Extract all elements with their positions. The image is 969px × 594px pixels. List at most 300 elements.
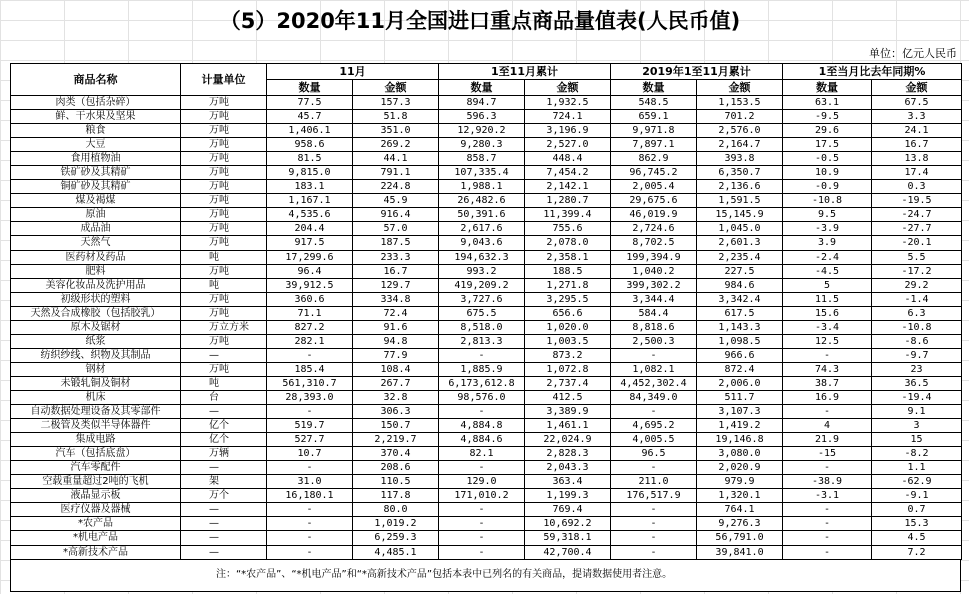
cell-nov-amount: 1,019.2 (353, 517, 439, 531)
header-qty: 数量 (439, 80, 525, 96)
cell-cum-qty: - (439, 348, 525, 362)
header-unit: 计量单位 (181, 64, 267, 96)
cell-cum-qty: 4,884.8 (439, 419, 525, 433)
table-row (11, 320, 962, 334)
cell-nov-amount: 916.4 (353, 208, 439, 222)
cell-unit: 万吨 (181, 362, 267, 376)
cell-name: 纸浆 (11, 334, 181, 348)
cell-cum-amount: 656.6 (525, 306, 611, 320)
cell-cum-qty: 993.2 (439, 264, 525, 278)
cell-cum-qty: 50,391.6 (439, 208, 525, 222)
cell-2019-amount: 6,350.7 (697, 166, 783, 180)
cell-2019-qty: 862.9 (611, 152, 697, 166)
cell-cum-amount: 2,737.4 (525, 376, 611, 390)
cell-yoy-qty: - (783, 348, 872, 362)
cell-nov-amount: 6,259.3 (353, 531, 439, 545)
cell-2019-qty: 46,019.9 (611, 208, 697, 222)
cell-name: 机床 (11, 390, 181, 404)
cell-2019-amount: 1,320.1 (697, 489, 783, 503)
cell-nov-qty: 519.7 (267, 419, 353, 433)
cell-yoy-qty: -9.5 (783, 110, 872, 124)
cell-yoy-amount: 9.1 (872, 405, 962, 419)
cell-unit: 吨 (181, 278, 267, 292)
table-row (11, 447, 962, 461)
header-row-group (11, 64, 962, 80)
cell-unit: 亿个 (181, 433, 267, 447)
cell-2019-amount: 2,136.6 (697, 180, 783, 194)
cell-2019-qty: - (611, 531, 697, 545)
table-body (11, 96, 962, 560)
cell-cum-qty: - (439, 517, 525, 531)
cell-name: 原油 (11, 208, 181, 222)
cell-yoy-amount: 7.2 (872, 545, 962, 560)
cell-yoy-amount: -62.9 (872, 475, 962, 489)
cell-2019-qty: 211.0 (611, 475, 697, 489)
header-qty: 数量 (783, 80, 872, 96)
cell-cum-amount: 1,461.1 (525, 419, 611, 433)
cell-unit: — (181, 405, 267, 419)
cell-nov-amount: 80.0 (353, 503, 439, 517)
cell-2019-qty: 399,302.2 (611, 278, 697, 292)
cell-2019-amount: 1,143.3 (697, 320, 783, 334)
cell-yoy-amount: -19.4 (872, 390, 962, 404)
cell-cum-amount: 3,389.9 (525, 405, 611, 419)
table-row (11, 292, 962, 306)
cell-nov-amount: 44.1 (353, 152, 439, 166)
cell-cum-amount: 1,280.7 (525, 194, 611, 208)
cell-nov-qty: 31.0 (267, 475, 353, 489)
cell-2019-amount: 15,145.9 (697, 208, 783, 222)
cell-cum-amount: 11,399.4 (525, 208, 611, 222)
cell-cum-qty: 2,617.6 (439, 222, 525, 236)
cell-unit: 吨 (181, 250, 267, 264)
cell-nov-amount: 129.7 (353, 278, 439, 292)
cell-yoy-qty: 16.9 (783, 390, 872, 404)
cell-name: 医疗仪器及器械 (11, 503, 181, 517)
cell-unit: 万吨 (181, 292, 267, 306)
cell-nov-amount: 187.5 (353, 236, 439, 250)
cell-2019-amount: 3,342.4 (697, 292, 783, 306)
cell-nov-qty: 71.1 (267, 306, 353, 320)
cell-yoy-amount: -20.1 (872, 236, 962, 250)
table-row (11, 166, 962, 180)
cell-yoy-amount: 3 (872, 419, 962, 433)
header-group-cum: 1至11月累计 (439, 64, 611, 80)
cell-cum-qty: 194,632.3 (439, 250, 525, 264)
cell-name: 液晶显示板 (11, 489, 181, 503)
cell-unit: 万吨 (181, 96, 267, 110)
cell-nov-qty: - (267, 405, 353, 419)
cell-2019-qty: 584.4 (611, 306, 697, 320)
cell-yoy-qty: 4 (783, 419, 872, 433)
cell-2019-amount: 2,020.9 (697, 461, 783, 475)
cell-2019-amount: 701.2 (697, 110, 783, 124)
cell-nov-qty: 39,912.5 (267, 278, 353, 292)
cell-nov-amount: 77.9 (353, 348, 439, 362)
cell-2019-amount: 39,841.0 (697, 545, 783, 560)
cell-yoy-amount: 0.7 (872, 503, 962, 517)
table-row (11, 390, 962, 404)
cell-2019-qty: 2,500.3 (611, 334, 697, 348)
cell-cum-amount: 2,078.0 (525, 236, 611, 250)
cell-cum-amount: 22,024.9 (525, 433, 611, 447)
cell-name: *机电产品 (11, 531, 181, 545)
cell-yoy-qty: 3.9 (783, 236, 872, 250)
cell-yoy-qty: 10.9 (783, 166, 872, 180)
cell-2019-amount: 56,791.0 (697, 531, 783, 545)
cell-yoy-amount: -10.8 (872, 320, 962, 334)
table-row (11, 489, 962, 503)
cell-yoy-qty: 9.5 (783, 208, 872, 222)
cell-name: 粮食 (11, 124, 181, 138)
cell-yoy-qty: - (783, 503, 872, 517)
cell-name: 空载重量超过2吨的飞机 (11, 475, 181, 489)
cell-2019-qty: 176,517.9 (611, 489, 697, 503)
cell-cum-qty: 596.3 (439, 110, 525, 124)
cell-cum-qty: 4,884.6 (439, 433, 525, 447)
unit-label: 单位：亿元人民币 (869, 47, 957, 60)
table-row (11, 517, 962, 531)
cell-unit: 万吨 (181, 194, 267, 208)
cell-name: 集成电路 (11, 433, 181, 447)
cell-name: 医药材及药品 (11, 250, 181, 264)
cell-cum-qty: 6,173,612.8 (439, 376, 525, 390)
cell-cum-qty: - (439, 405, 525, 419)
cell-2019-amount: 2,006.0 (697, 376, 783, 390)
cell-nov-qty: 917.5 (267, 236, 353, 250)
cell-unit: 亿个 (181, 419, 267, 433)
table-row (11, 250, 962, 264)
cell-2019-qty: 199,394.9 (611, 250, 697, 264)
cell-nov-qty: 185.4 (267, 362, 353, 376)
cell-2019-qty: - (611, 348, 697, 362)
cell-unit: — (181, 531, 267, 545)
cell-nov-amount: 57.0 (353, 222, 439, 236)
cell-name: 二极管及类似半导体器件 (11, 419, 181, 433)
cell-unit: 万吨 (181, 306, 267, 320)
cell-cum-qty: - (439, 503, 525, 517)
cell-nov-qty: 1,406.1 (267, 124, 353, 138)
cell-name: 肉类（包括杂碎） (11, 96, 181, 110)
cell-cum-amount: 769.4 (525, 503, 611, 517)
cell-yoy-qty: -3.9 (783, 222, 872, 236)
cell-yoy-amount: 16.7 (872, 138, 962, 152)
cell-yoy-qty: - (783, 531, 872, 545)
cell-cum-qty: 171,010.2 (439, 489, 525, 503)
cell-unit: 万立方米 (181, 320, 267, 334)
cell-yoy-qty: 29.6 (783, 124, 872, 138)
cell-yoy-amount: -17.2 (872, 264, 962, 278)
cell-name: 肥料 (11, 264, 181, 278)
cell-yoy-amount: 15 (872, 433, 962, 447)
cell-yoy-amount: 36.5 (872, 376, 962, 390)
cell-cum-amount: 1,072.8 (525, 362, 611, 376)
cell-name: 天然气 (11, 236, 181, 250)
cell-nov-amount: 267.7 (353, 376, 439, 390)
cell-unit: 万辆 (181, 447, 267, 461)
cell-cum-qty: 12,920.2 (439, 124, 525, 138)
cell-cum-amount: 363.4 (525, 475, 611, 489)
cell-name: 汽车零配件 (11, 461, 181, 475)
cell-2019-amount: 1,419.2 (697, 419, 783, 433)
cell-yoy-amount: 4.5 (872, 531, 962, 545)
cell-yoy-amount: -19.5 (872, 194, 962, 208)
cell-yoy-qty: -0.9 (783, 180, 872, 194)
cell-cum-qty: 26,482.6 (439, 194, 525, 208)
cell-yoy-amount: -27.7 (872, 222, 962, 236)
cell-yoy-amount: 6.3 (872, 306, 962, 320)
cell-cum-qty: 98,576.0 (439, 390, 525, 404)
table-row (11, 236, 962, 250)
cell-yoy-qty: -4.5 (783, 264, 872, 278)
table-row (11, 405, 962, 419)
cell-2019-qty: - (611, 405, 697, 419)
cell-yoy-qty: - (783, 545, 872, 560)
cell-2019-amount: 979.9 (697, 475, 783, 489)
cell-nov-amount: 351.0 (353, 124, 439, 138)
cell-cum-amount: 3,196.9 (525, 124, 611, 138)
cell-yoy-qty: 11.5 (783, 292, 872, 306)
cell-cum-amount: 724.1 (525, 110, 611, 124)
cell-cum-amount: 1,932.5 (525, 96, 611, 110)
cell-2019-amount: 227.5 (697, 264, 783, 278)
cell-2019-qty: - (611, 503, 697, 517)
cell-nov-qty: 827.2 (267, 320, 353, 334)
cell-unit: 万吨 (181, 208, 267, 222)
cell-yoy-qty: 21.9 (783, 433, 872, 447)
cell-2019-qty: 2,724.6 (611, 222, 697, 236)
table-row (11, 433, 962, 447)
cell-nov-amount: 117.8 (353, 489, 439, 503)
cell-name: 大豆 (11, 138, 181, 152)
cell-2019-qty: 4,005.5 (611, 433, 697, 447)
cell-name: 原木及锯材 (11, 320, 181, 334)
cell-nov-qty: 1,167.1 (267, 194, 353, 208)
cell-2019-amount: 511.7 (697, 390, 783, 404)
cell-cum-amount: 1,271.8 (525, 278, 611, 292)
cell-cum-amount: 10,692.2 (525, 517, 611, 531)
cell-yoy-amount: 29.2 (872, 278, 962, 292)
cell-nov-amount: 94.8 (353, 334, 439, 348)
cell-2019-amount: 1,098.5 (697, 334, 783, 348)
cell-cum-amount: 7,454.2 (525, 166, 611, 180)
cell-name: *高新技术产品 (11, 545, 181, 560)
cell-2019-qty: 9,971.8 (611, 124, 697, 138)
cell-2019-qty: 3,344.4 (611, 292, 697, 306)
header-group-yoy: 1至当月比去年同期% (783, 64, 962, 80)
header-name: 商品名称 (11, 64, 181, 96)
cell-cum-amount: 2,527.0 (525, 138, 611, 152)
cell-name: 美容化妆品及洗护用品 (11, 278, 181, 292)
cell-nov-qty: 16,180.1 (267, 489, 353, 503)
cell-name: 初级形状的塑料 (11, 292, 181, 306)
table-row (11, 376, 962, 390)
cell-unit: 万吨 (181, 236, 267, 250)
cell-nov-qty: 28,393.0 (267, 390, 353, 404)
cell-cum-qty: 3,727.6 (439, 292, 525, 306)
cell-2019-amount: 2,235.4 (697, 250, 783, 264)
cell-2019-qty: 8,818.6 (611, 320, 697, 334)
cell-yoy-qty: 5 (783, 278, 872, 292)
header-qty: 数量 (267, 80, 353, 96)
cell-yoy-qty: 15.6 (783, 306, 872, 320)
header-group-2019: 2019年1至11月累计 (611, 64, 783, 80)
cell-2019-qty: 548.5 (611, 96, 697, 110)
cell-yoy-qty: -2.4 (783, 250, 872, 264)
cell-name: 自动数据处理设备及其零部件 (11, 405, 181, 419)
cell-cum-amount: 873.2 (525, 348, 611, 362)
table-row (11, 306, 962, 320)
cell-yoy-qty: -38.9 (783, 475, 872, 489)
cell-cum-qty: 82.1 (439, 447, 525, 461)
cell-nov-qty: 360.6 (267, 292, 353, 306)
cell-cum-qty: 419,209.2 (439, 278, 525, 292)
cell-name: 铜矿砂及其精矿 (11, 180, 181, 194)
cell-2019-amount: 1,153.5 (697, 96, 783, 110)
cell-2019-qty: 84,349.0 (611, 390, 697, 404)
table-row (11, 264, 962, 278)
cell-nov-amount: 233.3 (353, 250, 439, 264)
cell-name: 纺织纱线、织物及其制品 (11, 348, 181, 362)
cell-cum-amount: 412.5 (525, 390, 611, 404)
cell-yoy-amount: 17.4 (872, 166, 962, 180)
table-row (11, 278, 962, 292)
cell-2019-qty: 2,005.4 (611, 180, 697, 194)
cell-unit: 万吨 (181, 180, 267, 194)
cell-yoy-qty: - (783, 517, 872, 531)
cell-nov-qty: - (267, 531, 353, 545)
cell-unit: — (181, 461, 267, 475)
cell-nov-qty: 17,299.6 (267, 250, 353, 264)
cell-yoy-qty: -3.1 (783, 489, 872, 503)
table-row (11, 96, 962, 110)
header-qty: 数量 (611, 80, 697, 96)
cell-name: 铁矿砂及其精矿 (11, 166, 181, 180)
cell-2019-amount: 764.1 (697, 503, 783, 517)
table-row (11, 545, 962, 560)
table-row (11, 138, 962, 152)
cell-2019-qty: 96,745.2 (611, 166, 697, 180)
cell-nov-qty: 81.5 (267, 152, 353, 166)
cell-nov-qty: 4,535.6 (267, 208, 353, 222)
cell-2019-qty: - (611, 545, 697, 560)
header-amount: 金额 (872, 80, 962, 96)
cell-yoy-amount: 5.5 (872, 250, 962, 264)
cell-name: 汽车（包括底盘） (11, 447, 181, 461)
table-row (11, 110, 962, 124)
cell-unit: — (181, 348, 267, 362)
cell-cum-qty: 858.7 (439, 152, 525, 166)
cell-2019-qty: 1,040.2 (611, 264, 697, 278)
cell-unit: 架 (181, 475, 267, 489)
cell-nov-qty: 10.7 (267, 447, 353, 461)
cell-yoy-amount: 24.1 (872, 124, 962, 138)
cell-nov-amount: 269.2 (353, 138, 439, 152)
cell-nov-qty: 204.4 (267, 222, 353, 236)
cell-unit: 万吨 (181, 124, 267, 138)
table-row (11, 334, 962, 348)
cell-unit: — (181, 545, 267, 560)
table-row (11, 208, 962, 222)
table-row (11, 503, 962, 517)
cell-nov-amount: 224.8 (353, 180, 439, 194)
cell-yoy-amount: -8.6 (872, 334, 962, 348)
cell-nov-qty: 527.7 (267, 433, 353, 447)
cell-cum-qty: - (439, 461, 525, 475)
cell-unit: 万吨 (181, 138, 267, 152)
cell-nov-amount: 51.8 (353, 110, 439, 124)
cell-yoy-qty: - (783, 405, 872, 419)
cell-unit: — (181, 503, 267, 517)
cell-2019-qty: 4,695.2 (611, 419, 697, 433)
cell-nov-amount: 370.4 (353, 447, 439, 461)
cell-2019-qty: 4,452,302.4 (611, 376, 697, 390)
cell-yoy-qty: - (783, 461, 872, 475)
table-row (11, 461, 962, 475)
cell-cum-amount: 3,295.5 (525, 292, 611, 306)
cell-nov-amount: 4,485.1 (353, 545, 439, 560)
cell-2019-qty: - (611, 517, 697, 531)
cell-2019-amount: 2,601.3 (697, 236, 783, 250)
cell-nov-amount: 150.7 (353, 419, 439, 433)
cell-2019-amount: 2,576.0 (697, 124, 783, 138)
cell-yoy-qty: 12.5 (783, 334, 872, 348)
header-amount: 金额 (353, 80, 439, 96)
cell-name: *农产品 (11, 517, 181, 531)
cell-cum-qty: 1,988.1 (439, 180, 525, 194)
cell-nov-amount: 306.3 (353, 405, 439, 419)
cell-yoy-qty: 74.3 (783, 362, 872, 376)
cell-cum-qty: 894.7 (439, 96, 525, 110)
cell-nov-qty: - (267, 461, 353, 475)
cell-nov-qty: 561,310.7 (267, 376, 353, 390)
table-row (11, 194, 962, 208)
cell-yoy-amount: 1.1 (872, 461, 962, 475)
cell-cum-qty: 107,335.4 (439, 166, 525, 180)
cell-cum-amount: 2,142.1 (525, 180, 611, 194)
cell-yoy-amount: 0.3 (872, 180, 962, 194)
header-amount: 金额 (697, 80, 783, 96)
cell-cum-amount: 755.6 (525, 222, 611, 236)
cell-name: 未锻轧铜及铜材 (11, 376, 181, 390)
cell-nov-amount: 108.4 (353, 362, 439, 376)
cell-cum-amount: 1,020.0 (525, 320, 611, 334)
cell-cum-qty: 9,280.3 (439, 138, 525, 152)
cell-cum-amount: 448.4 (525, 152, 611, 166)
cell-cum-qty: 8,518.0 (439, 320, 525, 334)
cell-nov-qty: 183.1 (267, 180, 353, 194)
cell-nov-qty: - (267, 545, 353, 560)
cell-2019-amount: 872.4 (697, 362, 783, 376)
cell-nov-amount: 91.6 (353, 320, 439, 334)
cell-2019-amount: 966.6 (697, 348, 783, 362)
cell-name: 钢材 (11, 362, 181, 376)
cell-nov-amount: 16.7 (353, 264, 439, 278)
table-row (11, 419, 962, 433)
cell-name: 鲜、干水果及坚果 (11, 110, 181, 124)
cell-yoy-qty: -3.4 (783, 320, 872, 334)
cell-2019-amount: 9,276.3 (697, 517, 783, 531)
cell-2019-qty: 1,082.1 (611, 362, 697, 376)
cell-2019-qty: 96.5 (611, 447, 697, 461)
cell-2019-amount: 1,591.5 (697, 194, 783, 208)
cell-unit: 台 (181, 390, 267, 404)
cell-2019-amount: 984.6 (697, 278, 783, 292)
page-title: （5）2020年11月全国进口重点商品量值表(人民币值) (219, 9, 741, 33)
cell-name: 煤及褐煤 (11, 194, 181, 208)
cell-yoy-qty: 38.7 (783, 376, 872, 390)
table-row (11, 475, 962, 489)
